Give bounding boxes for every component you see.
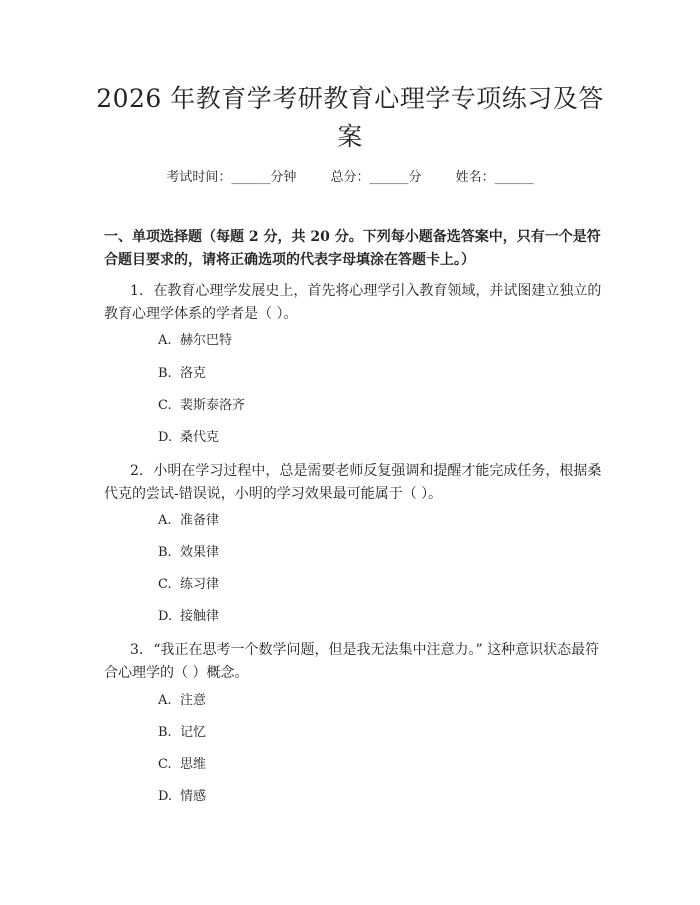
option-letter: B. <box>158 545 172 560</box>
option-text: 思维 <box>180 757 207 772</box>
option-text: 注意 <box>180 693 207 708</box>
question-number: 2. <box>130 463 144 479</box>
option-2d <box>158 607 219 627</box>
question-number: 1. <box>130 283 144 299</box>
question-1 <box>104 280 604 326</box>
exam-info <box>0 168 700 188</box>
question-number: 3. <box>130 642 144 658</box>
option-letter: C. <box>158 757 172 772</box>
option-text: 赫尔巴特 <box>180 333 233 348</box>
option-letter: D. <box>158 609 173 624</box>
option-letter: C. <box>158 398 172 413</box>
option-text: 情感 <box>180 789 207 804</box>
exam-time-field: 考试时间：______分钟 <box>166 170 297 185</box>
option-letter: A. <box>158 333 172 348</box>
option-letter: A. <box>158 693 172 708</box>
option-letter: B. <box>158 366 172 381</box>
total-score-field: 总分：______分 <box>330 170 422 185</box>
option-1c <box>158 396 245 416</box>
section-heading: 一、单项选择题（每题 2 分，共 20 分。下列每小题备选答案中，只有一个是符合题目要求的，请将正确选项的代表字母填涂在答题卡上。） <box>104 229 601 268</box>
document-title: 2026 年教育学考研教育心理学专项练习及答案 <box>96 84 604 151</box>
name-field: 姓名：______ <box>455 170 534 185</box>
option-text: 练习律 <box>180 577 220 592</box>
question-text: “我正在思考一个数学问题，但是我无法集中注意力。” 这种意识状态最符合心理学的（ ）概念。 <box>104 642 600 681</box>
option-text: 桑代克 <box>180 430 220 445</box>
question-2 <box>104 460 604 506</box>
question-text: 在教育心理学发展史上，首先将心理学引入教育领域，并试图建立独立的教育心理学体系的学者是（ ）。 <box>104 283 602 322</box>
option-2c <box>158 575 219 595</box>
option-letter: D. <box>158 789 173 804</box>
option-1b <box>158 364 206 384</box>
option-text: 准备律 <box>180 513 220 528</box>
option-3a <box>158 691 206 711</box>
option-text: 裴斯泰洛齐 <box>180 398 246 413</box>
option-letter: A. <box>158 513 172 528</box>
option-3d <box>158 787 206 807</box>
option-1a <box>158 331 232 351</box>
option-2a <box>158 511 219 531</box>
option-letter: D. <box>158 430 173 445</box>
option-1d <box>158 428 219 448</box>
option-3c <box>158 755 206 775</box>
option-text: 记忆 <box>180 725 207 740</box>
option-text: 效果律 <box>180 545 220 560</box>
option-text: 洛克 <box>180 366 207 381</box>
option-3b <box>158 723 206 743</box>
option-2b <box>158 543 219 563</box>
question-text: 小明在学习过程中，总是需要老师反复强调和提醒才能完成任务，根据桑代克的尝试-错误说，小明的学习效果最可能属于（ ）。 <box>104 463 602 502</box>
option-letter: B. <box>158 725 172 740</box>
option-text: 接触律 <box>180 609 220 624</box>
question-3 <box>104 639 604 685</box>
option-letter: C. <box>158 577 172 592</box>
